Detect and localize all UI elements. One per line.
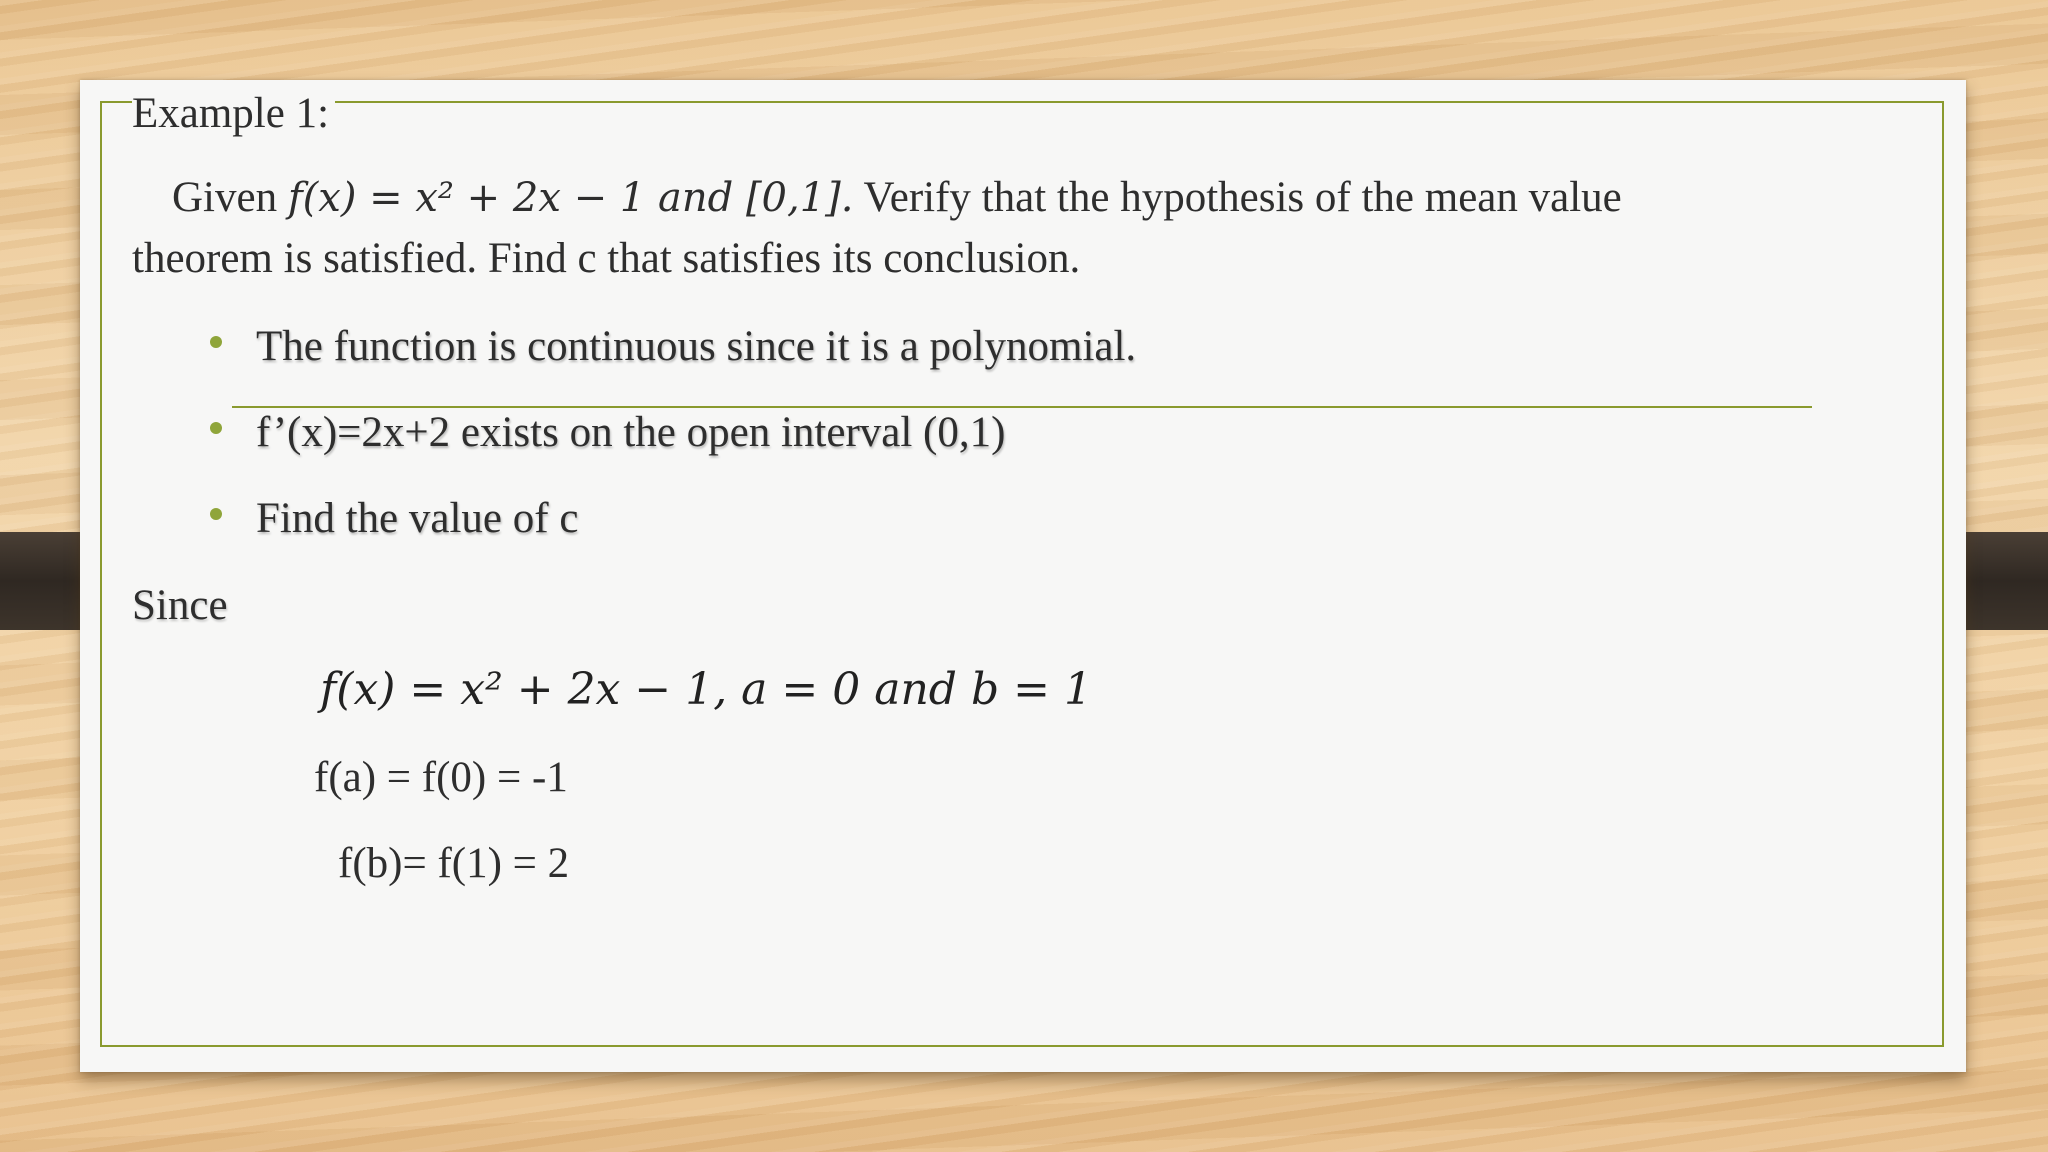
- given-rest: Verify that the hypothesis of the mean value: [853, 174, 1622, 221]
- bullet-text: f’(x)=2x+2 exists on the open interval (0,1): [256, 409, 1006, 456]
- bullet-item: [210, 494, 578, 543]
- given-line-2: theorem is satisfied. Find c that satisfies its conclusion.: [132, 235, 1081, 282]
- given-prefix: Given: [172, 174, 288, 221]
- since-label: Since: [132, 582, 228, 629]
- slide: [80, 80, 1966, 1072]
- main-equation: f(x) = x² + 2x − 1, a = 0 and b = 1: [320, 664, 1092, 715]
- bullet-dot-icon: [210, 508, 222, 520]
- slide-heading: Example 1:: [132, 92, 335, 135]
- bullet-dot-icon: [210, 336, 222, 348]
- bullet-item: [210, 322, 1136, 371]
- f-of-a-line: f(a) = f(0) = -1: [314, 754, 568, 801]
- bullet-text: The function is continuous since it is a polynomial.: [256, 323, 1137, 370]
- given-formula: f(x) = x² + 2x − 1 and [0,1].: [287, 175, 854, 221]
- given-line-1: [172, 176, 1622, 219]
- bullet-text: Find the value of c: [256, 495, 579, 542]
- f-of-b-line: f(b)= f(1) = 2: [338, 840, 570, 887]
- bullet-dot-icon: [210, 422, 222, 434]
- bullet-item: [210, 408, 1005, 457]
